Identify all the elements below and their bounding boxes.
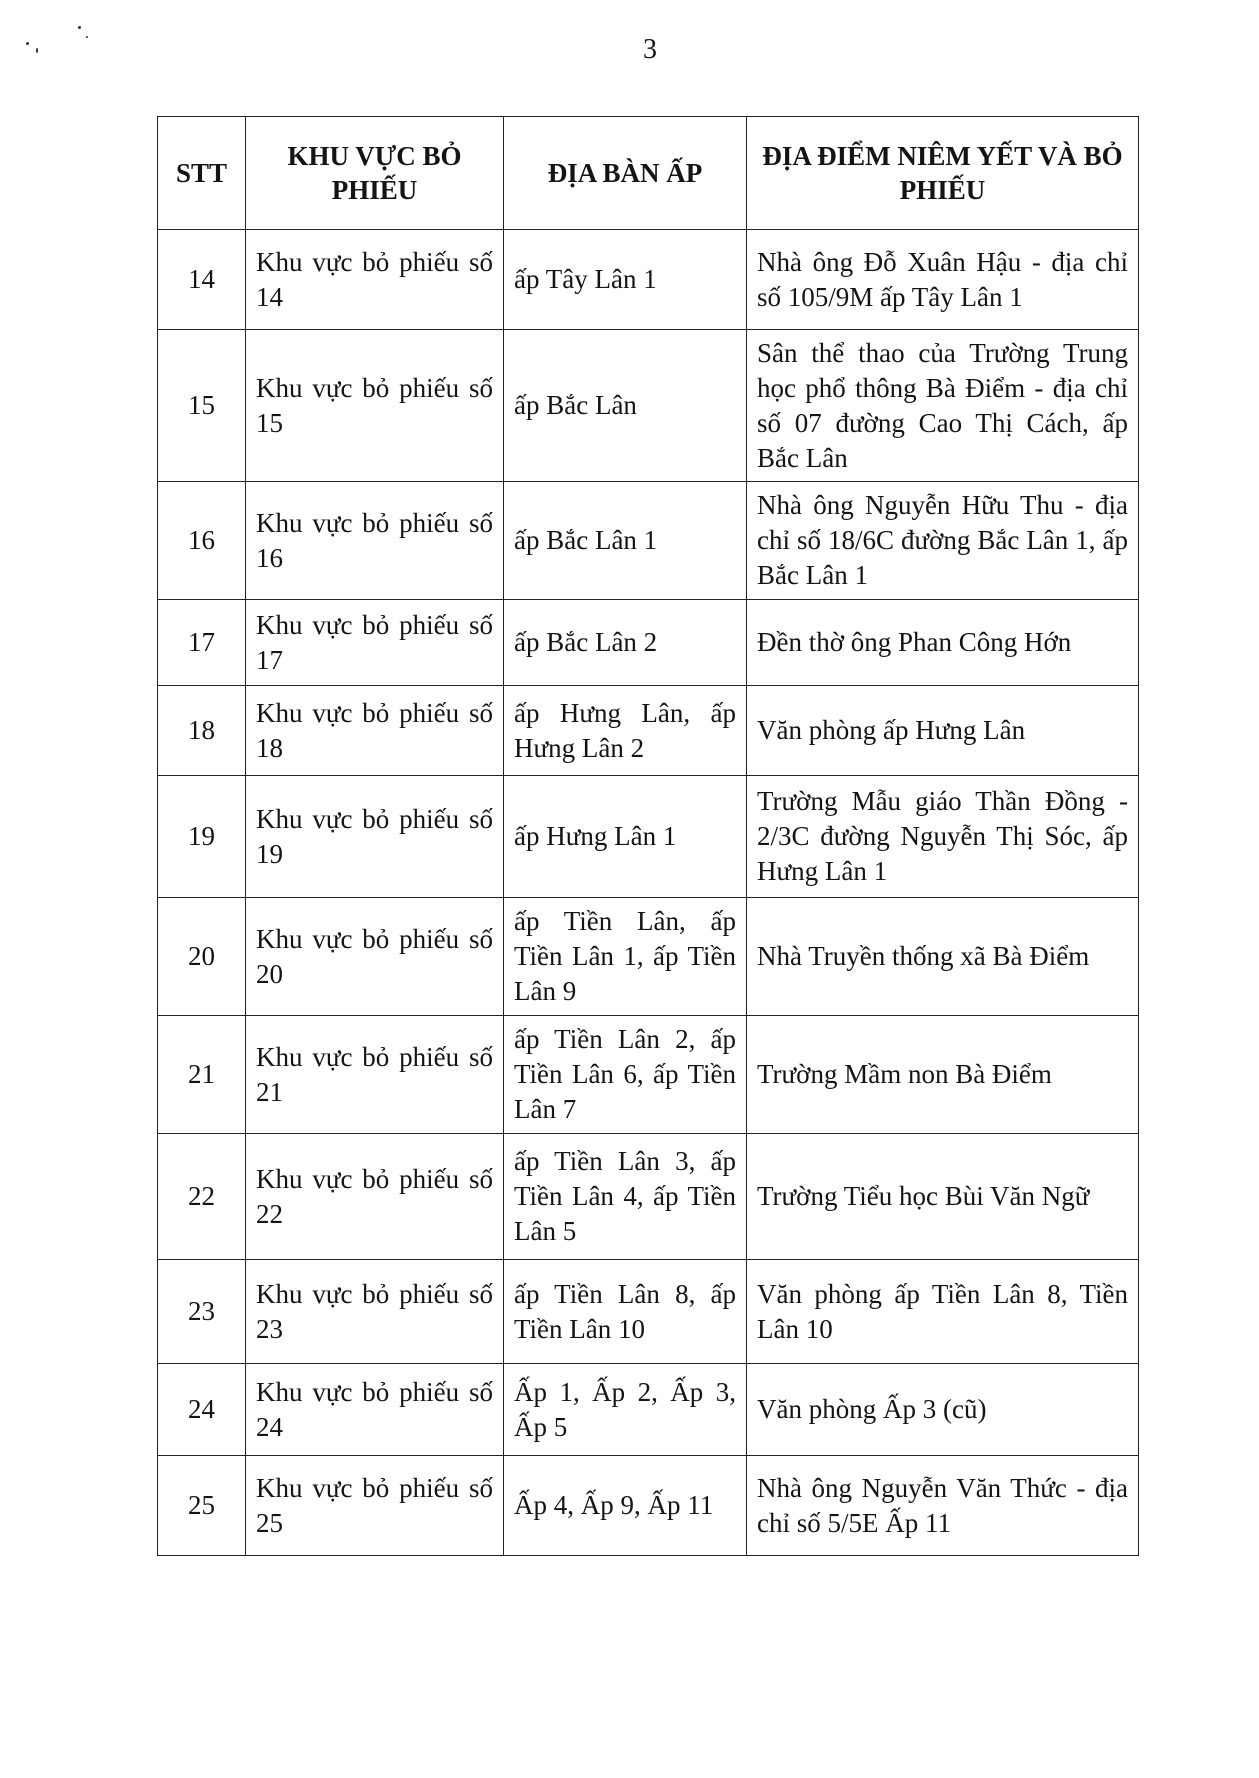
row-hamlet: ấp Hưng Lân 1: [504, 776, 747, 898]
row-hamlet: ấp Bắc Lân: [504, 330, 747, 482]
row-hamlet: ấp Tây Lân 1: [504, 230, 747, 330]
table-header-row: [158, 117, 1139, 230]
header-location: ĐỊA ĐIỂM NIÊM YẾT VÀ BỎ PHIẾU: [747, 117, 1139, 230]
row-location: Nhà Truyền thống xã Bà Điểm: [747, 898, 1139, 1016]
row-polling-area: Khu vực bỏ phiếu số 15: [246, 330, 504, 482]
row-polling-area: Khu vực bỏ phiếu số 18: [246, 686, 504, 776]
header-stt: STT: [158, 117, 246, 230]
table-row: [158, 482, 1139, 600]
row-hamlet: ấp Tiền Lân 2, ấp Tiền Lân 6, ấp Tiền Lân 7: [504, 1016, 747, 1134]
scan-speck: [36, 48, 38, 53]
scan-speck: [26, 42, 29, 45]
table-row: [158, 600, 1139, 686]
row-hamlet: ấp Tiền Lân 3, ấp Tiền Lân 4, ấp Tiền Lân 5: [504, 1134, 747, 1260]
table-row: [158, 686, 1139, 776]
row-location: Văn phòng Ấp 3 (cũ): [747, 1364, 1139, 1456]
row-polling-area: Khu vực bỏ phiếu số 14: [246, 230, 504, 330]
polling-area-table: [157, 116, 1139, 1556]
row-hamlet: Ấp 4, Ấp 9, Ấp 11: [504, 1456, 747, 1556]
row-stt: 21: [158, 1016, 246, 1134]
table-row: [158, 1456, 1139, 1556]
header-hamlet: ĐỊA BÀN ẤP: [504, 117, 747, 230]
table-row: [158, 1260, 1139, 1364]
table-row: [158, 776, 1139, 898]
row-hamlet: ấp Bắc Lân 2: [504, 600, 747, 686]
row-hamlet: Ấp 1, Ấp 2, Ấp 3, Ấp 5: [504, 1364, 747, 1456]
row-stt: 17: [158, 600, 246, 686]
row-hamlet: ấp Hưng Lân, ấp Hưng Lân 2: [504, 686, 747, 776]
row-location: Trường Mầm non Bà Điểm: [747, 1016, 1139, 1134]
row-stt: 15: [158, 330, 246, 482]
row-stt: 22: [158, 1134, 246, 1260]
row-location: Nhà ông Nguyễn Văn Thức - địa chỉ số 5/5E Ấp 11: [747, 1456, 1139, 1556]
row-polling-area: Khu vực bỏ phiếu số 24: [246, 1364, 504, 1456]
page-number: 3: [643, 34, 657, 65]
table-row: [158, 330, 1139, 482]
table-row: [158, 1134, 1139, 1260]
scan-speck: [78, 26, 81, 29]
row-hamlet: ấp Bắc Lân 1: [504, 482, 747, 600]
row-stt: 14: [158, 230, 246, 330]
row-hamlet: ấp Tiền Lân, ấp Tiền Lân 1, ấp Tiền Lân 9: [504, 898, 747, 1016]
header-polling-area: KHU VỰC BỎ PHIẾU: [246, 117, 504, 230]
row-stt: 24: [158, 1364, 246, 1456]
row-location: Văn phòng ấp Tiền Lân 8, Tiền Lân 10: [747, 1260, 1139, 1364]
table-row: [158, 1364, 1139, 1456]
row-location: Văn phòng ấp Hưng Lân: [747, 686, 1139, 776]
row-location: Sân thể thao của Trường Trung học phổ thông Bà Điểm - địa chỉ số 07 đường Cao Thị Cách, ấp Bắc Lân: [747, 330, 1139, 482]
row-polling-area: Khu vực bỏ phiếu số 16: [246, 482, 504, 600]
scan-speck: [86, 36, 88, 38]
row-location: Nhà ông Nguyễn Hữu Thu - địa chỉ số 18/6C đường Bắc Lân 1, ấp Bắc Lân 1: [747, 482, 1139, 600]
row-stt: 16: [158, 482, 246, 600]
table-row: [158, 1016, 1139, 1134]
row-stt: 19: [158, 776, 246, 898]
row-polling-area: Khu vực bỏ phiếu số 17: [246, 600, 504, 686]
row-location: Trường Tiểu học Bùi Văn Ngữ: [747, 1134, 1139, 1260]
row-hamlet: ấp Tiền Lân 8, ấp Tiền Lân 10: [504, 1260, 747, 1364]
row-stt: 18: [158, 686, 246, 776]
row-polling-area: Khu vực bỏ phiếu số 19: [246, 776, 504, 898]
row-stt: 23: [158, 1260, 246, 1364]
row-stt: 25: [158, 1456, 246, 1556]
row-location: Trường Mẫu giáo Thần Đồng - 2/3C đường Nguyễn Thị Sóc, ấp Hưng Lân 1: [747, 776, 1139, 898]
row-polling-area: Khu vực bỏ phiếu số 22: [246, 1134, 504, 1260]
row-polling-area: Khu vực bỏ phiếu số 21: [246, 1016, 504, 1134]
row-polling-area: Khu vực bỏ phiếu số 25: [246, 1456, 504, 1556]
row-polling-area: Khu vực bỏ phiếu số 23: [246, 1260, 504, 1364]
table-row: [158, 898, 1139, 1016]
row-location: Nhà ông Đỗ Xuân Hậu - địa chỉ số 105/9M ấp Tây Lân 1: [747, 230, 1139, 330]
table-row: [158, 230, 1139, 330]
row-location: Đền thờ ông Phan Công Hớn: [747, 600, 1139, 686]
row-polling-area: Khu vực bỏ phiếu số 20: [246, 898, 504, 1016]
row-stt: 20: [158, 898, 246, 1016]
